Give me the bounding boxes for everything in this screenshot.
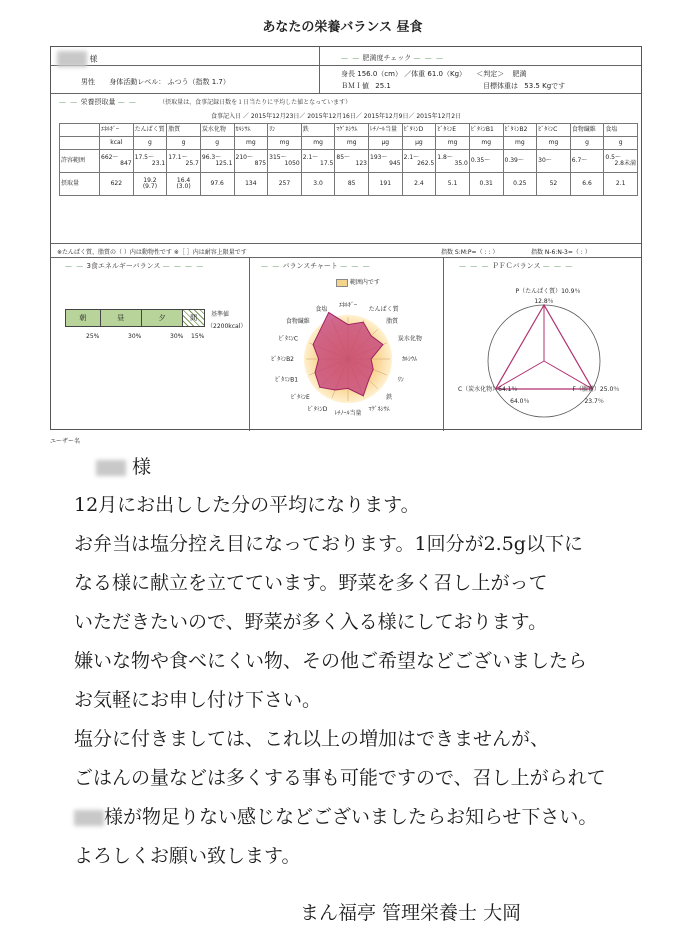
column-unit: mg <box>503 137 537 150</box>
letter-line: お弁当は塩分控え目になっております。1回分が2.5g以下に <box>74 533 583 555</box>
pfc-axis-1 <box>496 361 544 389</box>
letter-line: 12月にお出しした分の平均になります。 <box>74 494 420 516</box>
intake-cell: 2.4 <box>402 173 436 196</box>
intake-cell: 5.1 <box>436 173 470 196</box>
energy-balance-bar <box>65 309 205 327</box>
radar-axis-label: ﾋﾞﾀﾐﾝC <box>278 335 299 343</box>
intake-cell: 134 <box>234 173 268 196</box>
energy-segment-2: 夕 <box>142 310 183 326</box>
report-title: あなたの栄養バランス 昼食 <box>262 20 423 35</box>
intake-cell: 52 <box>537 173 571 196</box>
letter-line: 様が物足りない感じなどございましたらお知らせ下さい。 <box>74 802 597 829</box>
column-unit: mg <box>436 137 470 150</box>
customer-honorific: 様 <box>89 54 98 64</box>
intake-cell: 19.2 (9.7) <box>133 173 167 196</box>
pfc-c-label: C（炭水化物）64.1％ <box>457 386 518 393</box>
letter-line: 嫌いな物や食べにくい物、その他ご希望などございましたら <box>74 650 588 672</box>
column-header: ﾋﾞﾀﾐﾝC <box>537 124 571 137</box>
range-cell: 1.8～ 35.0 <box>436 150 470 173</box>
intake-cell: 2.1 <box>604 173 638 196</box>
letter-line: よろしくお願い致します。 <box>74 845 301 867</box>
radar-axis-label: ﾘﾝ <box>397 376 404 384</box>
column-header: 炭水化物 <box>200 124 234 137</box>
range-cell: 210～ 875 <box>234 150 268 173</box>
energy-percent-1: 30% <box>128 333 142 340</box>
column-header: 鉄 <box>301 124 335 137</box>
letter-line: なる様に献立を立てています。野菜を多く召し上がって <box>74 572 548 594</box>
intake-note: （摂取量は、食事記録日数を１日当たりに平均した値となっています） <box>159 99 352 106</box>
column-unit: μg <box>369 137 403 150</box>
intake-cell: 3.0 <box>301 173 335 196</box>
column-unit: kcal <box>100 137 134 150</box>
weight-label: ／体重 <box>404 70 426 78</box>
column-header: ﾋﾞﾀﾐﾝD <box>402 124 436 137</box>
range-cell: 193～ 945 <box>369 150 403 173</box>
column-header: ﾘﾝ <box>268 124 302 137</box>
record-dates-row <box>211 111 461 120</box>
energy-segment-1: 昼 <box>101 310 142 326</box>
redacted-name <box>57 51 87 67</box>
range-cell: 315～ 1050 <box>268 150 302 173</box>
range-cell: 6.7～ <box>570 150 604 173</box>
range-cell: 0.5～ 2.8未満 <box>604 150 638 173</box>
intake-cell: 85 <box>335 173 369 196</box>
smp-indicator: 指数 S:M:P=（ : : ） <box>441 249 499 256</box>
pfc-chart <box>446 281 641 429</box>
column-unit: mg <box>469 137 503 150</box>
column-header: ｶﾙｼｳﾑ <box>234 124 268 137</box>
bmi-label: ＢＭＩ値 <box>341 82 369 90</box>
radar-axis-label: ﾚﾁﾉｰﾙ当量 <box>334 410 362 417</box>
nutrition-table <box>59 123 638 196</box>
energy-balance-header: — — 3食エネルギーバランス — — — — <box>65 262 205 270</box>
column-header: 食物繊維 <box>570 124 604 137</box>
energy-segment-3: 間 <box>183 310 204 326</box>
bmi-row <box>341 81 565 91</box>
height-value: 156.0（cm） <box>357 70 402 78</box>
pfc-c-standard: 64.0％ <box>510 398 530 405</box>
record-label: 食事記入日 <box>211 113 242 120</box>
column-unit: mg <box>301 137 335 150</box>
height-weight-row <box>341 69 527 79</box>
target-weight-value: 53.5 <box>524 82 540 90</box>
radar-axis-label: 炭水化物 <box>397 335 422 343</box>
radar-axis-label: ﾋﾞﾀﾐﾝD <box>307 405 328 413</box>
letter-line: ごはんの量などは多くする事も可能ですので、召し上がられて <box>74 767 606 789</box>
weight-value: 61.0（Kg） <box>427 70 467 78</box>
standard-value: （2200kcal） <box>207 323 247 330</box>
letter-line: いただきたいので、野菜が多く入る様にしております。 <box>74 611 548 633</box>
energy-percent-2: 30% <box>170 333 184 340</box>
column-header: ﾋﾞﾀﾐﾝB2 <box>503 124 537 137</box>
n6n3-indicator: 指数 N-6:N-3=（ : ） <box>531 249 591 256</box>
intake-cell: 257 <box>268 173 302 196</box>
pfc-p-standard: 12.8％ <box>534 298 554 305</box>
target-weight-unit: Kgです <box>542 82 566 90</box>
radar-axis-label: ｶﾙｼｳﾑ <box>402 356 418 363</box>
energy-percent-0: 25% <box>86 333 100 340</box>
column-header: たんぱく質 <box>133 124 167 137</box>
range-cell: 17.1～ 25.7 <box>167 150 201 173</box>
header-blank <box>60 124 100 137</box>
intake-cell: 191 <box>369 173 403 196</box>
column-header: 食塩 <box>604 124 638 137</box>
range-cell: 2.1～ 262.5 <box>402 150 436 173</box>
column-unit: g <box>570 137 604 150</box>
range-cell: 662～ 847 <box>100 150 134 173</box>
letter-line: 塩分に付きましては、これ以上の増加はできませんが、 <box>74 728 550 750</box>
energy-percent-3: 15% <box>191 333 205 340</box>
column-unit: mg <box>335 137 369 150</box>
intake-cell: 6.6 <box>570 173 604 196</box>
intake-cell: 97.6 <box>200 173 234 196</box>
target-weight-label: 目標体重は <box>483 82 519 90</box>
pfc-p-label: P（たんぱく質）10.9％ <box>515 288 581 295</box>
column-unit: g <box>167 137 201 150</box>
table-footnote: ※たんぱく質、脂質の（ ）内は動物性です ※［ ］内は耐容上限量です <box>57 249 247 256</box>
balance-chart-header: — — バランスチャート — — — <box>261 262 371 270</box>
judge-value: 肥満 <box>512 70 527 78</box>
nutrition-report-frame <box>50 46 642 430</box>
column-header: ﾋﾞﾀﾐﾝB1 <box>469 124 503 137</box>
range-cell: 30～ <box>537 150 571 173</box>
radar-axis-label: ｴﾈﾙｷﾞｰ <box>338 302 358 309</box>
user-name-label: ユーザー名 <box>50 438 81 445</box>
radar-axis-label: 鉄 <box>386 394 393 402</box>
radar-axis-label: ﾋﾞﾀﾐﾝE <box>291 394 310 402</box>
column-header: 脂質 <box>167 124 201 137</box>
range-cell: 2.1～ 17.5 <box>301 150 335 173</box>
obesity-check-header: — — 肥満度チェック — — — <box>341 54 444 62</box>
column-header: ﾋﾞﾀﾐﾝE <box>436 124 470 137</box>
radar-axis-label: 脂質 <box>386 317 399 325</box>
intake-cell: 0.31 <box>469 173 503 196</box>
customer-name <box>57 51 98 67</box>
unit-blank <box>60 137 100 150</box>
letter-signature: まん福亭 管理栄養士 大岡 <box>300 902 522 924</box>
judge-label: ＜判定＞ <box>476 70 505 78</box>
pfc-f-label: F（脂質）25.0％ <box>572 386 620 393</box>
record-dates: ／ 2015年12月23日／ 2015年12月16日／ 2015年12月9日／ 2015年12月2日 <box>242 113 462 120</box>
activity-value: ふつう（指数 1.7） <box>167 78 230 86</box>
column-unit: mg <box>537 137 571 150</box>
radar-axis-label: 食塩 <box>315 306 328 314</box>
balance-chart-legend: 範囲内です <box>336 277 380 287</box>
column-unit: μg <box>402 137 436 150</box>
customer-profile <box>81 77 230 87</box>
pfc-header: — — — ＰＦＣバランス — — — <box>459 262 574 270</box>
bmi-value: 25.1 <box>375 82 391 90</box>
intake-label: 摂取量 <box>60 173 100 196</box>
intake-cell: 0.25 <box>503 173 537 196</box>
letter-line: お気軽にお申し付け下さい。 <box>74 689 322 711</box>
intake-header: — — 栄養摂取量 — — （摂取量は、食事記録日数を１日当たりに平均した値となっています） <box>59 98 352 106</box>
legend-swatch <box>336 279 348 287</box>
range-cell: 96.3～ 125.1 <box>200 150 234 173</box>
energy-segment-0: 朝 <box>66 310 101 326</box>
column-unit: g <box>133 137 167 150</box>
radar-axis-label: ﾋﾞﾀﾐﾝB2 <box>271 356 294 363</box>
column-unit: g <box>200 137 234 150</box>
radar-axis-label: たんぱく質 <box>368 306 399 314</box>
pfc-f-standard: 23.7％ <box>584 398 604 405</box>
radar-axis-label: 食物繊維 <box>285 317 310 325</box>
standard-label: 基準値 <box>211 311 230 318</box>
range-cell: 17.5～ 23.1 <box>133 150 167 173</box>
column-unit: g <box>604 137 638 150</box>
range-cell: 85～ 123 <box>335 150 369 173</box>
column-header: ﾚﾁﾉｰﾙ当量 <box>369 124 403 137</box>
redacted-name <box>96 460 126 476</box>
column-header: ｴﾈﾙｷﾞｰ <box>100 124 134 137</box>
column-unit: mg <box>268 137 302 150</box>
activity-label: 身体活動レベル： <box>109 78 166 86</box>
column-header: ﾏｸﾞﾈｼｳﾑ <box>335 124 369 137</box>
range-label: 許容範囲 <box>60 150 100 173</box>
column-unit: mg <box>234 137 268 150</box>
intake-cell: 16.4 (3.0) <box>167 173 201 196</box>
balance-radar-chart <box>256 287 441 427</box>
letter-greeting: 様 <box>96 452 151 479</box>
radar-axis-label: ﾋﾞﾀﾐﾝB1 <box>275 376 299 384</box>
intake-cell: 622 <box>100 173 134 196</box>
redacted-name <box>74 810 104 826</box>
energy-balance-percents <box>65 333 205 343</box>
height-label: 身長 <box>341 70 355 78</box>
pfc-axis-2 <box>544 361 592 389</box>
range-cell: 0.39～ <box>503 150 537 173</box>
customer-gender: 男性 <box>81 78 95 86</box>
range-cell: 0.35～ <box>469 150 503 173</box>
radar-axis-label: ﾏｸﾞﾈｼｳﾑ <box>368 405 390 413</box>
